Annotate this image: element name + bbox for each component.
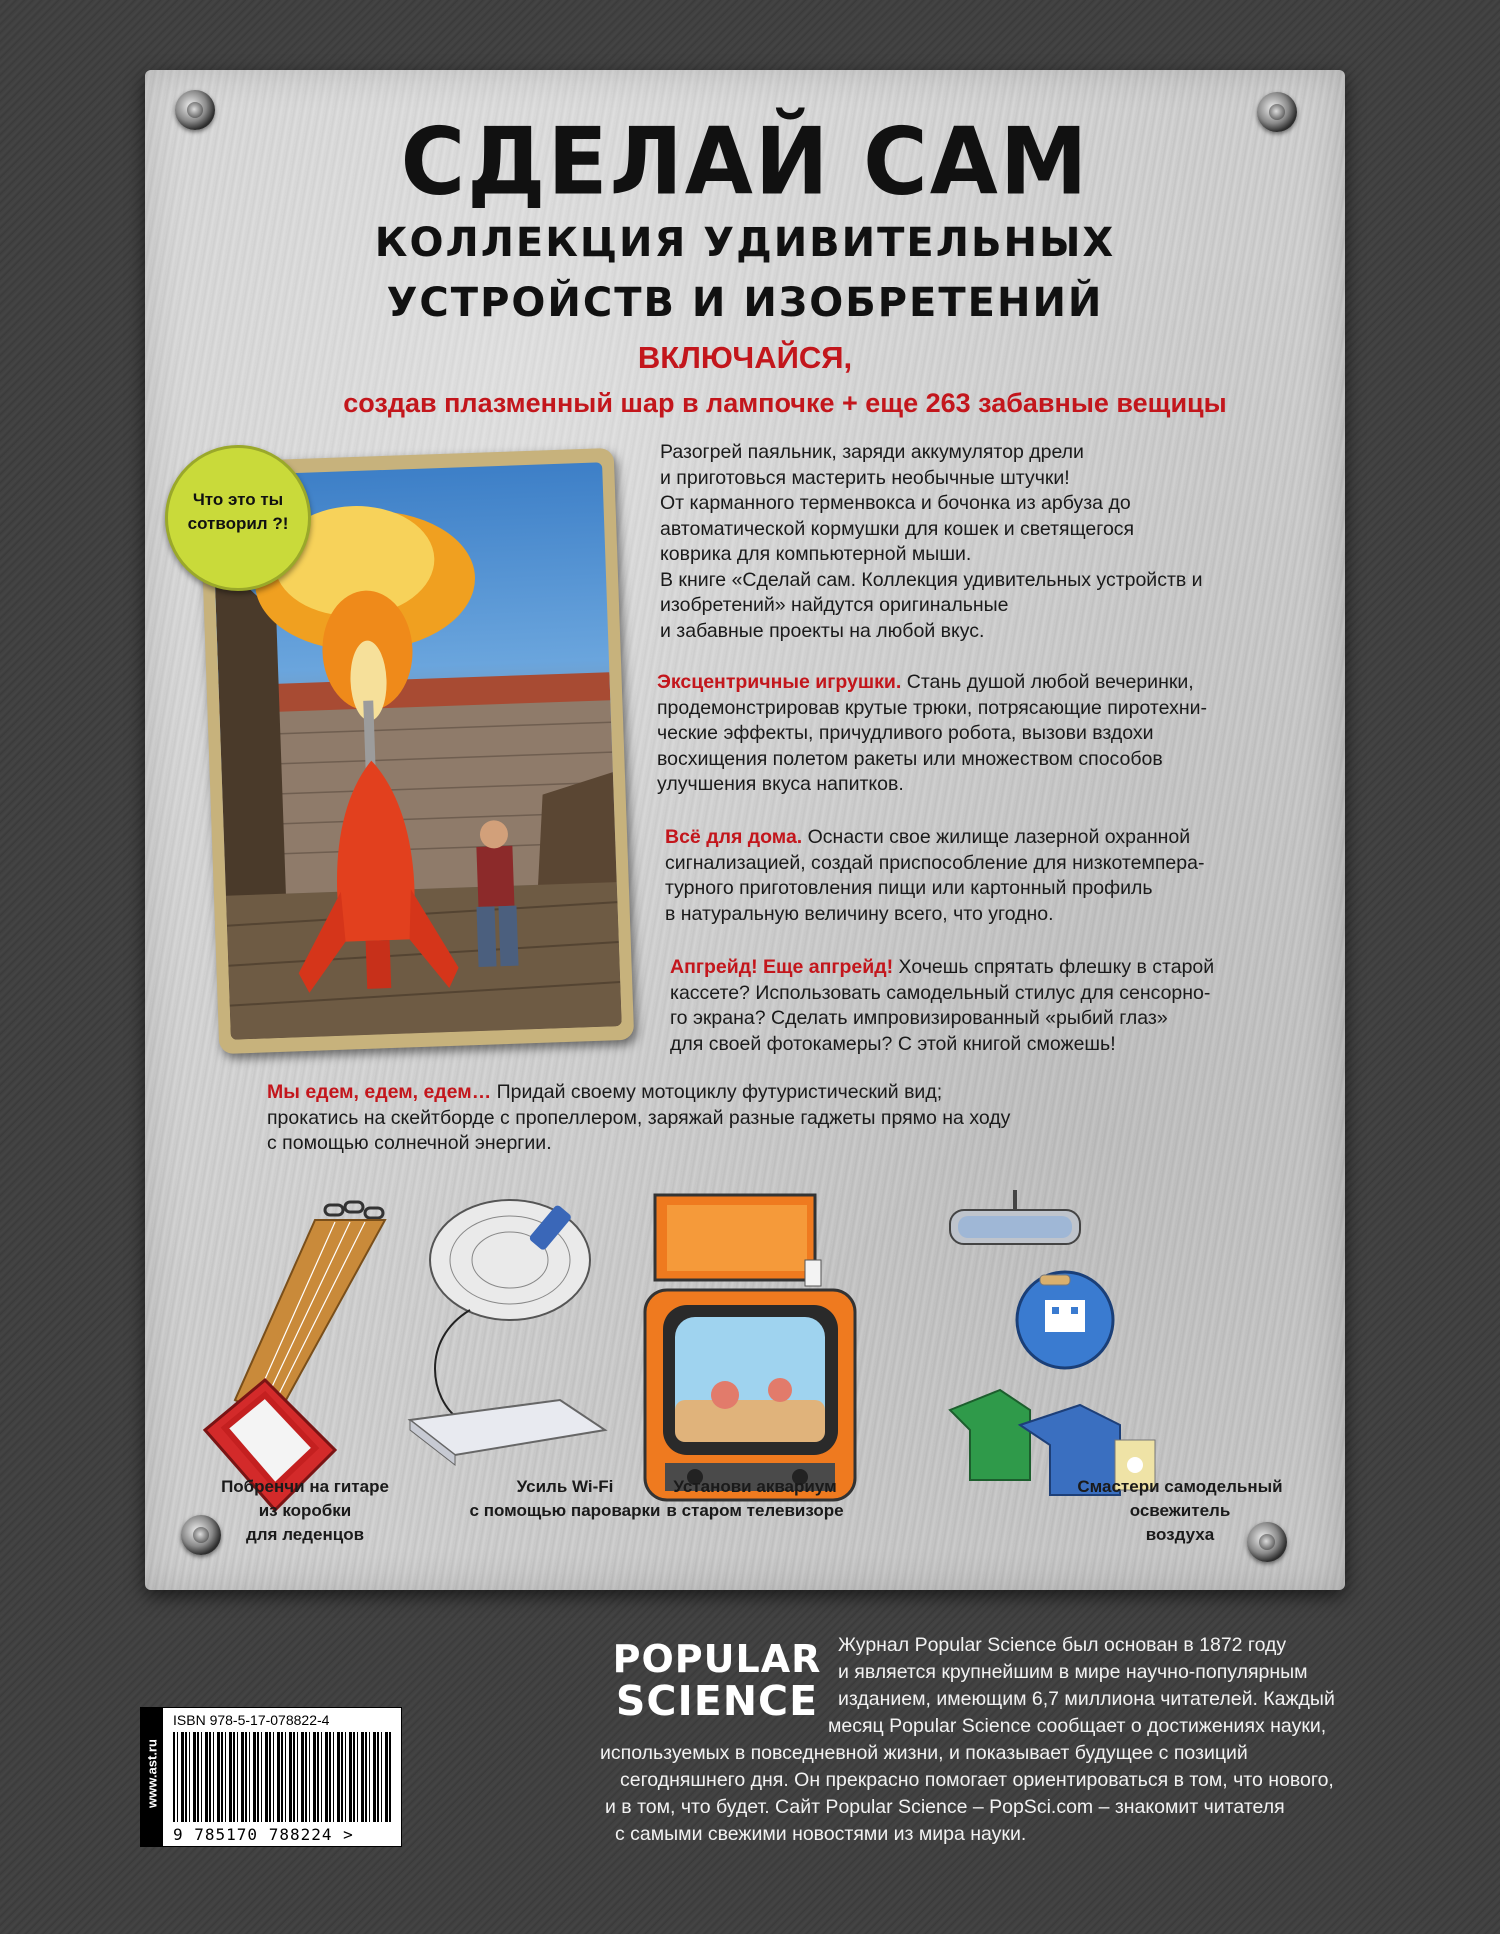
intro-line: Разогрей паяльник, заряди аккумулятор дрели xyxy=(660,441,1084,463)
caption-line: Усиль Wi-Fi xyxy=(516,1477,614,1496)
section-line: сигнализацией, создай приспособление для низкотемпера- xyxy=(665,851,1205,874)
section-line: прокатись на скейтборде с пропеллером, заряжай разные гаджеты прямо на ходу xyxy=(267,1106,1011,1129)
caption-line: для леденцов xyxy=(245,1525,365,1544)
book-subtitle-line1: КОЛЛЕКЦИЯ УДИВИТЕЛЬНЫХ xyxy=(374,220,1116,266)
project-caption-aquarium xyxy=(635,1475,875,1523)
section-line: ческие эффекты, причудливого робота, вызови вздохи xyxy=(657,722,1154,744)
section-line: в натуральную величину всего, что угодно. xyxy=(665,902,1054,925)
about-line: с самыми свежими новостями из мира науки. xyxy=(615,1823,1027,1845)
badge-line1: Что это ты xyxy=(192,490,284,509)
section-heading: Апгрейд! Еще апгрейд! xyxy=(670,956,894,978)
isbn-text: ISBN 978-5-17-078822-4 xyxy=(173,1712,330,1728)
section-heading: Всё для дома. xyxy=(665,826,803,848)
project-caption-freshener xyxy=(1060,1475,1300,1547)
caption-line: из коробки xyxy=(258,1501,352,1520)
isbn-barcode xyxy=(140,1707,402,1847)
section-upgrade xyxy=(670,955,1340,1057)
section-line: го экрана? Сделать импровизированный «рыбий глаз» xyxy=(670,1007,1168,1029)
candy-box-guitar-illustration xyxy=(195,1190,405,1520)
book-title: СДЕЛАЙ САМ xyxy=(400,107,1090,216)
section-line: Придай своему мотоциклу футуристический вид; xyxy=(491,1081,943,1103)
about-line: месяц Popular Science сообщает о достижениях науки, xyxy=(828,1715,1327,1737)
steamer-wifi-illustration xyxy=(400,1170,630,1490)
about-line: и является крупнейшим в мире научно-популярным xyxy=(838,1661,1308,1683)
logo-line2: SCIENCE xyxy=(615,1677,819,1725)
section-line: турного приготовления пищи или картонный профиль xyxy=(665,877,1153,899)
intro-line: и приготовься мастерить необычные штучки! xyxy=(660,466,1070,489)
intro-paragraph xyxy=(660,440,1310,644)
popular-science-logo xyxy=(612,1637,822,1725)
about-line: сегодняшнего дня. Он прекрасно помогает ориентироваться в том, что нового, xyxy=(620,1769,1334,1791)
logo-line1: POPULAR xyxy=(612,1637,822,1681)
barcode-bars xyxy=(173,1732,391,1822)
metal-plate xyxy=(145,70,1345,1590)
caption-line: воздуха xyxy=(1145,1525,1215,1544)
about-line: изданием, имеющим 6,7 миллиона читателей. Каждый xyxy=(838,1688,1335,1710)
tagline-line2: создав плазменный шар в лампочке + еще 263 забавные вещицы xyxy=(343,388,1227,418)
caption-line: Побренчи на гитаре xyxy=(221,1477,389,1496)
section-heading: Эксцентричные игрушки. xyxy=(657,671,902,693)
publisher-site: www.ast.ru xyxy=(144,1739,160,1808)
barcode-number: 9 785170 788224 > xyxy=(173,1825,354,1844)
caption-line: Установи аквариум xyxy=(673,1477,837,1496)
intro-line: От карманного терменвокса и бочонка из арбуза до xyxy=(660,492,1131,514)
caption-line: освежитель xyxy=(1129,1501,1231,1520)
section-line: Стань душой любой вечеринки, xyxy=(901,671,1194,693)
section-line: Оснасти свое жилище лазерной охранной xyxy=(802,826,1191,848)
about-line: используемых в повседневной жизни, и показывает будущее с позиций xyxy=(600,1742,1248,1764)
intro-line: В книге «Сделай сам. Коллекция удивительных устройств и xyxy=(660,568,1203,591)
tagline-line1: ВКЛЮЧАЙСЯ, xyxy=(637,340,853,375)
intro-line: коврика для компьютерной мыши. xyxy=(660,543,972,565)
section-line: продемонстрировав крутые трюки, потрясающие пиротехни- xyxy=(657,696,1207,719)
section-line: улучшения вкуса напитков. xyxy=(657,773,904,795)
publisher-site-strip xyxy=(141,1708,163,1846)
section-eccentric-toys xyxy=(657,670,1337,798)
badge-line2: сотворил ?! xyxy=(187,514,289,533)
caption-line: в старом телевизоре xyxy=(666,1501,844,1520)
air-freshener-illustration xyxy=(940,1180,1180,1520)
section-heading: Мы едем, едем, едем… xyxy=(267,1081,492,1103)
caption-line: с помощью пароварки xyxy=(469,1501,661,1520)
section-line: Хочешь спрятать флешку в старой xyxy=(893,956,1215,978)
section-line: кассете? Использовать самодельный стилус для сенсорно- xyxy=(670,981,1211,1004)
intro-line: изобретений» найдутся оригинальные xyxy=(660,594,1009,616)
section-line: восхищения полетом ракеты или множеством способов xyxy=(657,747,1163,770)
about-line: и в том, что будет. Сайт Popular Science – PopSci.com – знакомит читателя xyxy=(605,1796,1285,1818)
section-ride xyxy=(267,1080,1267,1157)
caption-line: Смастери самодельный xyxy=(1077,1477,1283,1496)
section-home xyxy=(665,825,1345,927)
callout-badge-text xyxy=(168,448,308,536)
about-line: Журнал Popular Science был основан в 1872 году xyxy=(838,1634,1287,1656)
section-line: с помощью солнечной энергии. xyxy=(267,1132,552,1154)
section-line: для своей фотокамеры? С этой книгой сможешь! xyxy=(670,1032,1116,1055)
callout-badge xyxy=(165,445,311,591)
book-subtitle-line2: УСТРОЙСТВ И ИЗОБРЕТЕНИЙ xyxy=(386,280,1104,326)
intro-line: автоматической кормушки для кошек и светящегося xyxy=(660,517,1135,540)
intro-line: и забавные проекты на любой вкус. xyxy=(660,619,985,642)
project-caption-guitar xyxy=(185,1475,425,1547)
